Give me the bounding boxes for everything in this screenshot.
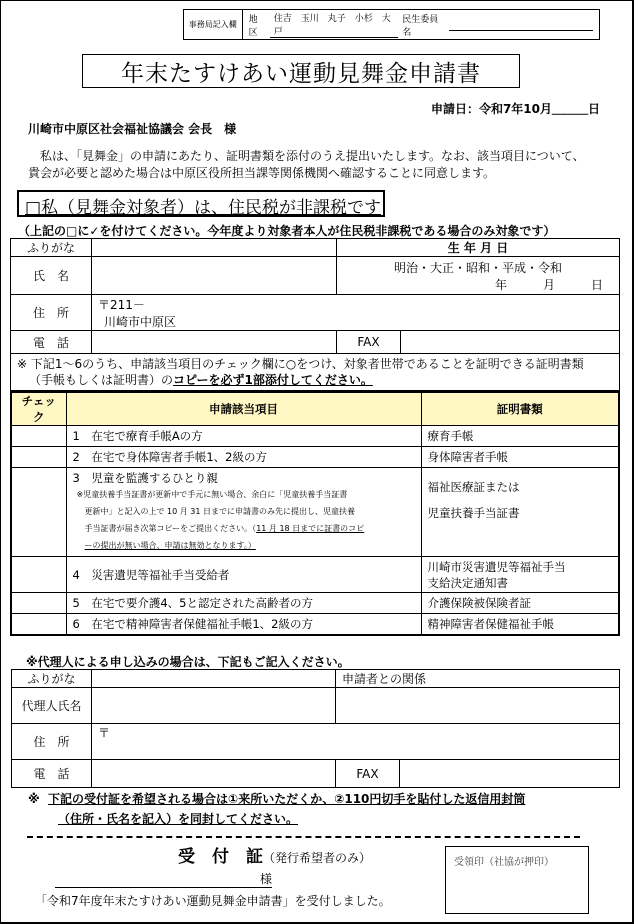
addressee: 川崎市中原区社会福祉協議会 会長 様 — [28, 122, 237, 136]
proxy-postal: 〒 — [98, 726, 111, 740]
proxy-address-label: 住 所 — [12, 724, 92, 760]
note-mark: ※ — [28, 792, 40, 806]
tax-exempt-label: □私（見舞金対象者）は、住民税が非課税です — [25, 198, 382, 218]
doc-label: 身体障害者手帳 — [421, 447, 619, 468]
proxy-address-input[interactable] — [92, 724, 620, 760]
district-label: 地区 — [248, 14, 258, 38]
check-cell[interactable] — [11, 593, 66, 614]
item-label: 3 児童を監護するひとり親 — [72, 471, 218, 485]
paragraph-line: 貴会が必要と認めた場合は中原区役所担当課等関係機関へ確認することに同意します。 — [28, 166, 496, 180]
furigana-input[interactable] — [92, 239, 337, 257]
item-label: 6 在宅で精神障害者保健福祉手帳1、2級の方 — [66, 614, 421, 635]
item-note — [73, 486, 415, 554]
doc-label: 支給決定通知書 — [427, 575, 508, 590]
phone-input[interactable] — [92, 331, 337, 354]
note-line: ーの提出が無い場合、申請は無効となります。） — [84, 541, 256, 550]
check-cell[interactable] — [11, 426, 66, 447]
phone-label: 電 話 — [11, 331, 92, 354]
office-label: 事務局記入欄 — [184, 10, 243, 39]
item-label: 4 災害遺児等福祉手当受給者 — [66, 557, 421, 593]
proxy-furigana-label: ふりがな — [12, 670, 92, 688]
stamp-box — [445, 846, 589, 914]
doc-label: 療育手帳 — [421, 426, 619, 447]
tax-exempt-checkbox[interactable] — [17, 190, 385, 217]
doc-label: 児童扶養手当証書 — [427, 506, 520, 520]
table-row — [11, 447, 619, 468]
note-line: 下記の受付証を希望される場合は①来所いただくか、②110円切手を貼付した返信用封筒 — [48, 792, 526, 806]
note-line: ※児童扶養手当証書が更新中で手元に無い場合、余白に「児童扶養手当証書 — [76, 490, 348, 499]
proxy-phone-label: 電 話 — [12, 760, 92, 788]
commissioner-field[interactable] — [449, 19, 593, 31]
doc-label: 福祉医療証または — [427, 480, 520, 494]
table-row — [11, 426, 619, 447]
header-check: チェック — [11, 392, 66, 426]
district-options[interactable]: 住吉 玉川 丸子 小杉 大戸 — [270, 11, 398, 38]
receipt-heading — [178, 842, 371, 867]
proxy-fax-input[interactable] — [400, 760, 620, 788]
check-cell[interactable] — [11, 614, 66, 635]
receipt-text: 「令和7年度年末たすけあい運動見舞金申請書」を受付しました。 — [35, 894, 391, 908]
doc-label: 川崎市災害遺児等福祉手当 — [427, 559, 566, 574]
table-row — [11, 614, 619, 635]
recipient-name-field[interactable] — [55, 870, 272, 888]
notice — [11, 354, 620, 391]
item-label: 5 在宅で要介護4、5と認定された高齢者の方 — [66, 593, 421, 614]
city: 川崎市中原区 — [104, 314, 177, 329]
relation-label: 申請者との関係 — [336, 670, 620, 688]
consent-paragraph — [28, 148, 585, 182]
table-row — [11, 468, 619, 557]
doc-label: 精神障害者保健福祉手帳 — [421, 614, 619, 635]
birthdate-label: 生 年 月 日 — [337, 239, 620, 257]
cut-line — [27, 836, 580, 838]
tax-note: （上記の□に✓を付けてください。今年度より対象者本人が住民税非課税である場合のみ対象です） — [18, 224, 556, 238]
notice-line: ※ 下記1～6のうち、申請該当項目のチェック欄に○をつけ、対象者世帯であることを証明できる証明書類 — [17, 357, 584, 371]
furigana-label: ふりがな — [11, 239, 92, 257]
item-label: 1 在宅で療育手帳Aの方 — [66, 426, 421, 447]
receipt-subtitle: （発行希望者のみ） — [263, 851, 372, 865]
relation-input[interactable] — [336, 688, 620, 724]
proxy-fax-label: FAX — [336, 760, 400, 788]
table-row — [11, 557, 619, 593]
fax-label: FAX — [337, 331, 401, 354]
item-label: 2 在宅で身体障害者手帳1、2級の方 — [66, 447, 421, 468]
eligibility-table — [10, 391, 620, 636]
proxy-name-label: 代理人氏名 — [12, 688, 92, 724]
check-cell[interactable] — [11, 468, 66, 557]
check-cell[interactable] — [11, 557, 66, 593]
name-label: 氏 名 — [11, 257, 92, 295]
address-label: 住 所 — [11, 295, 92, 331]
proxy-table — [11, 669, 620, 788]
postal-code: 〒211－ — [98, 297, 145, 312]
office-use-box — [183, 9, 600, 40]
address-input[interactable] — [92, 295, 620, 331]
proxy-note: ※代理人による申し込みの場合は、下記もご記入ください。 — [26, 655, 350, 669]
proxy-phone-input[interactable] — [92, 760, 336, 788]
form-title: 年末たすけあい運動見舞金申請書 — [82, 54, 520, 88]
check-cell[interactable] — [11, 447, 66, 468]
proxy-name-input[interactable] — [92, 688, 336, 724]
receipt-title: 受 付 証 — [178, 847, 263, 867]
notice-emphasis: コピーを必ず1部添付してください。 — [173, 373, 373, 387]
doc-label: 介護保険被保険者証 — [421, 593, 619, 614]
note-line: 手当証書が届き次第コピーをご提出ください。（ — [84, 524, 257, 533]
fax-input[interactable] — [401, 331, 620, 354]
commissioner-label: 民生委員名 — [402, 14, 439, 38]
note-line: （住所・氏名を記入）を同封してください。 — [58, 812, 299, 826]
name-input[interactable] — [92, 257, 337, 295]
applicant-table — [10, 238, 620, 391]
table-row — [11, 593, 619, 614]
notice-line: （手帳もしくは証明書）の — [29, 373, 174, 387]
note-line: 11 月 18 日までに証書のコピ — [256, 524, 365, 533]
header-doc: 証明書類 — [421, 392, 619, 426]
proxy-furigana-input[interactable] — [92, 670, 336, 688]
note-line: 更新中」と記入の上で 10 月 31 日までに申請書のみ先に提出し、児童扶養 — [84, 507, 356, 516]
sama-label: 様 — [259, 872, 272, 886]
header-item: 申請該当項目 — [66, 392, 421, 426]
application-date[interactable]: 申請日：令和7年10月＿＿＿日 — [430, 102, 600, 116]
birthdate-input[interactable] — [337, 257, 620, 295]
paragraph-line: 私は、「見舞金」の申請にあたり、証明書類を添付のうえ提出いたします。なお、該当項目について、 — [40, 149, 585, 163]
stamp-label: 受領印（社協が押印） — [454, 857, 554, 868]
ymd-label: 年 月 日 — [494, 277, 603, 292]
era-options: 明治・大正・昭和・平成・令和 — [393, 260, 562, 275]
receipt-note — [28, 789, 525, 829]
